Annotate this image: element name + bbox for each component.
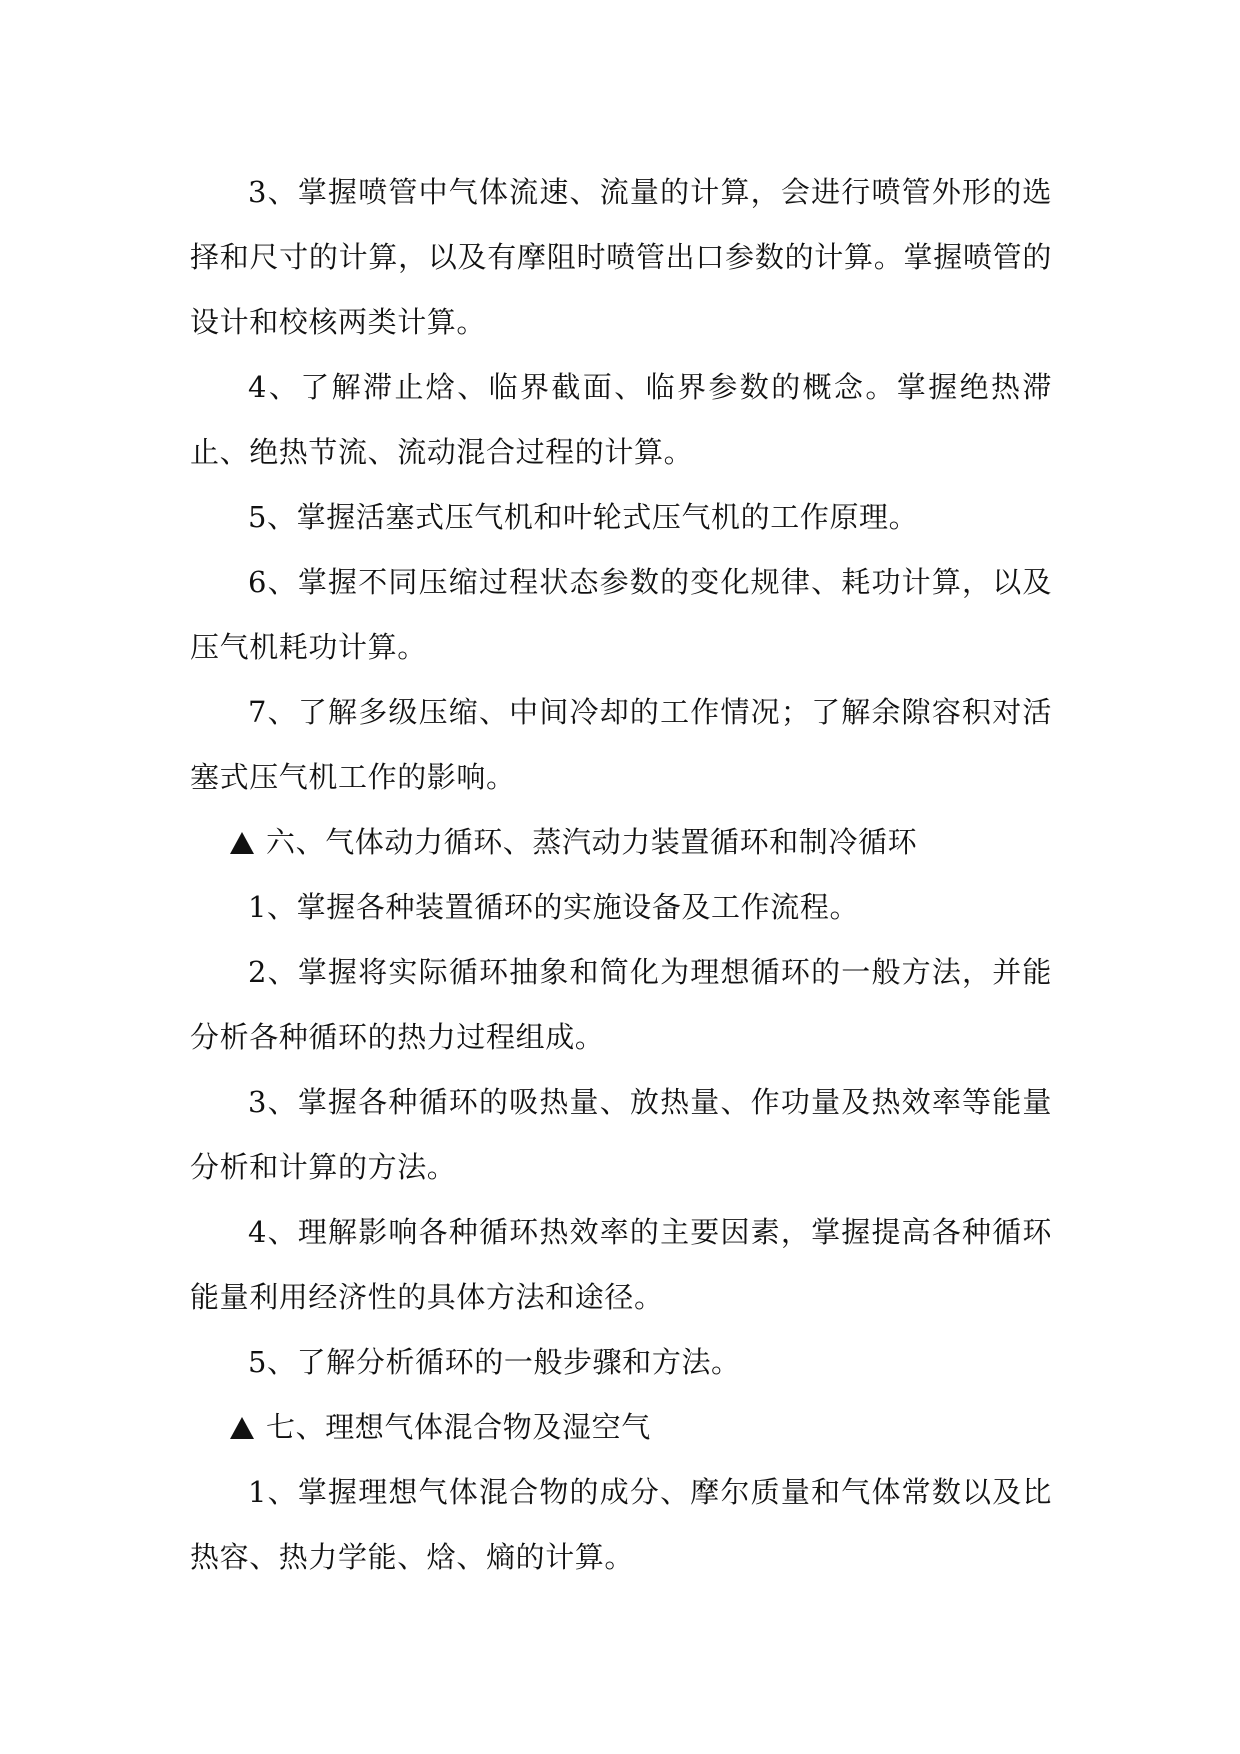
item-3-energy-analysis: 3、掌握各种循环的吸热量、放热量、作功量及热效率等能量分析和计算的方法。 (190, 1085, 1052, 1184)
document-body (190, 160, 1052, 1590)
section-heading-7-text: 七、理想气体混合物及湿空气 (266, 1410, 651, 1444)
item-1-cycle-equipment: 1、掌握各种装置循环的实施设备及工作流程。 (248, 890, 860, 924)
triangle-bullet-icon (230, 1417, 254, 1439)
item-7-multistage-compression: 7、了解多级压缩、中间冷却的工作情况；了解余隙容积对活塞式压气机工作的影响。 (190, 695, 1052, 794)
item-4-efficiency-factors: 4、理解影响各种循环热效率的主要因素，掌握提高各种循环能量利用经济性的具体方法和途径。 (190, 1215, 1052, 1314)
section-heading-6-text: 六、气体动力循环、蒸汽动力装置循环和制冷循环 (266, 825, 918, 859)
item-5-analysis-steps: 5、了解分析循环的一般步骤和方法。 (248, 1345, 741, 1379)
item-5-compressor-principle: 5、掌握活塞式压气机和叶轮式压气机的工作原理。 (248, 500, 919, 534)
item-1-gas-mixture: 1、掌握理想气体混合物的成分、摩尔质量和气体常数以及比热容、热力学能、焓、熵的计算。 (190, 1475, 1052, 1574)
item-3-nozzle-calculation: 3、掌握喷管中气体流速、流量的计算，会进行喷管外形的选择和尺寸的计算，以及有摩阻时喷管出口参数的计算。掌握喷管的设计和校核两类计算。 (190, 175, 1052, 339)
item-4-stagnation-enthalpy: 4、了解滞止焓、临界截面、临界参数的概念。掌握绝热滞止、绝热节流、流动混合过程的计算。 (190, 370, 1052, 469)
item-2-ideal-cycle: 2、掌握将实际循环抽象和简化为理想循环的一般方法，并能分析各种循环的热力过程组成。 (190, 955, 1052, 1054)
section-heading-6 (190, 810, 1052, 875)
section-heading-7 (190, 1395, 1052, 1460)
triangle-bullet-icon (230, 832, 254, 854)
item-6-compression-process: 6、掌握不同压缩过程状态参数的变化规律、耗功计算，以及压气机耗功计算。 (190, 565, 1052, 664)
